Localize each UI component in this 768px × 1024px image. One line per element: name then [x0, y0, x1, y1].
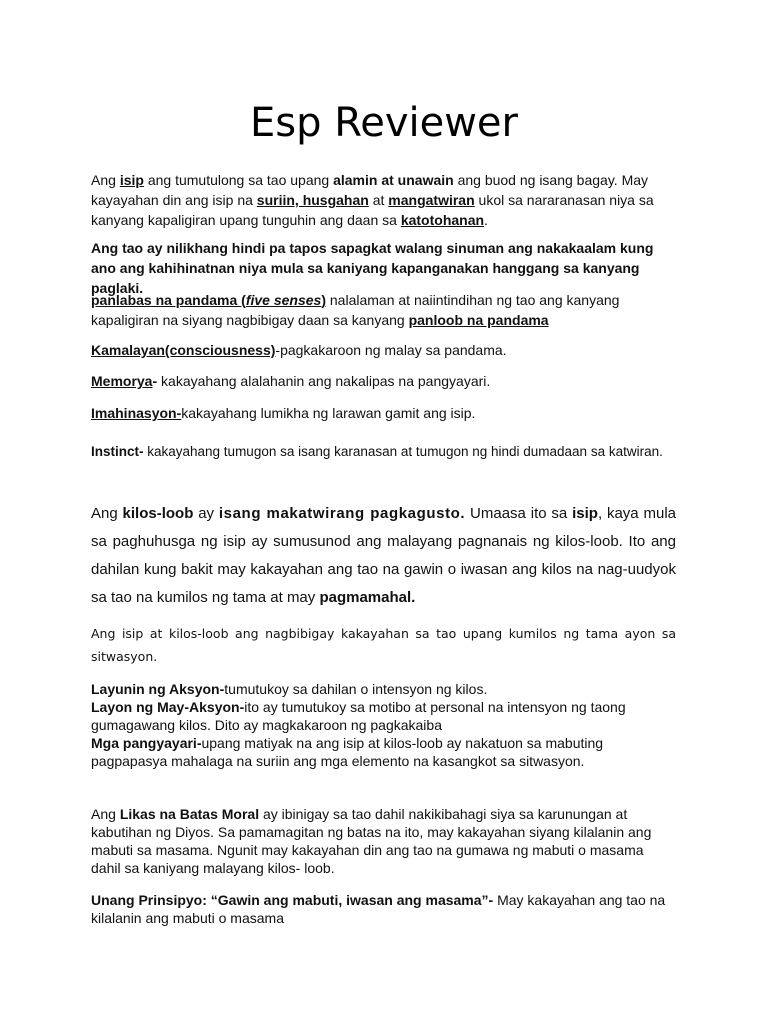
term-suriin: suriin, husgahan — [256, 192, 369, 208]
text: Ang — [91, 172, 120, 188]
text: Umaasa ito sa — [465, 505, 573, 522]
text: at — [368, 192, 389, 208]
term-isip: isip — [119, 172, 144, 188]
text: - — [152, 373, 158, 389]
paragraph-isip — [91, 170, 676, 230]
text: Ang — [91, 505, 123, 522]
term-panlabas: panlabas na pandama ( — [91, 292, 246, 308]
term-imahinasyon: Imahinasyon- — [91, 405, 182, 421]
definition-text: upang matiyak na ang isip at kilos-loob ay nakatuon sa mabuting pagpapasya mahalaga na suriin ang mga elemento na kasangkot sa sitwasyon. — [91, 735, 604, 769]
definition-kamalayan — [91, 340, 676, 360]
definition-text: May kakayahan ang tao na kilalanin ang mabuti o masama — [91, 892, 666, 926]
page-title: Esp Reviewer — [250, 100, 518, 146]
term-katotohanan: katotohanan — [400, 212, 485, 228]
definition-imahinasyon — [91, 403, 676, 423]
definition-text: kakayahang tumugon sa isang karanasan at tumugon ng hindi dumadaan sa katwiran. — [143, 444, 663, 459]
term-layon: Layon ng May-Aksyon- — [91, 699, 245, 715]
text: nalalaman at naiintindihan ng tao ang kanyang kapaligiran na siyang nagbibigay daan sa kanyang — [91, 292, 620, 328]
term-memorya: Memorya — [91, 373, 153, 389]
term-unang-prinsipyo: Unang Prinsipyo: “Gawin ang mabuti, iwasan ang masama”- — [91, 892, 494, 908]
text: , kaya mula sa paghuhusga ng isip ay sumusunod ang malayang pagnanais ng kilos-loob. Ito ang dahilan kung bakit may kakayahan ang tao na gawin o iwasan ang kilos na nag-uudyok sa tao na kumilos ng tama at may — [91, 505, 676, 606]
paragraph-isip-kilos-loob: Ang isip at kilos-loob ang nagbibigay kakayahan sa tao upang kumilos ng tama ayon sa sitwasyon. — [91, 626, 676, 664]
term-instinct: Instinct- — [91, 444, 144, 459]
text: ang tumutulong sa tao upang — [143, 172, 334, 188]
term-layunin: Layunin ng Aksyon- — [91, 681, 225, 697]
text: Ang — [91, 806, 120, 822]
definition-text: ito ay tumutukoy sa motibo at personal na intensyon ng taong gumagawang kilos. Dito ay magkakaroon ng pagkakaiba — [91, 699, 626, 733]
text: ang buod ng isang bagay. May kayayahan din ang isip na — [91, 172, 649, 208]
aksyon-list — [91, 680, 671, 770]
definition-text: kakayahang lumikha ng larawan gamit ang isip. — [181, 405, 476, 421]
term-alamin: alamin at unawain — [333, 172, 454, 188]
term-kamalayan: Kamalayan(consciousness) — [91, 342, 276, 358]
term-makatwirang: isang makatwirang pagkagusto. — [218, 505, 466, 522]
text: ay — [193, 505, 219, 522]
paragraph-kilos-loob — [91, 500, 676, 612]
text: ay ibinigay sa tao dahil nakikibahagi siya sa karunungan at kabutihan ng Diyos. Sa pamamagitan ng batas na ito, may kakayahan siyang kilalanin ang mabuti sa masama. Ngunit may kakayahan din ang tao na gumawa ng mabuti o masama dahil sa kaniyang malayang kilos- loob. — [91, 806, 652, 876]
paragraph-likas-na-batas — [91, 805, 676, 877]
definition-instinct — [91, 439, 676, 465]
text: . — [484, 212, 488, 228]
definition-text: tumutukoy sa dahilan o intensyon ng kilos. — [224, 681, 488, 697]
list-item — [91, 680, 671, 698]
paragraph-tao: Ang tao ay nilikhang hindi pa tapos sapagkat walang sinuman ang nakakaalam kung ano ang kahihinatnan niya mula sa kaniyang kapanganakan hanggang sa kanyang paglaki. — [91, 240, 654, 296]
definition-text: -pagkakaroon ng malay sa pandama. — [275, 342, 507, 358]
term-likas-na-batas-moral: Likas na Batas Moral — [119, 806, 260, 822]
term-pagmamahal: pagmamahal. — [319, 589, 416, 606]
term-panloob: panloob na pandama — [408, 312, 549, 328]
definition-text: kakayahang alalahanin ang nakalipas na pangyayari. — [157, 373, 491, 389]
term-kilos-loob: kilos-loob — [122, 505, 194, 522]
term-mangatwiran: mangatwiran — [388, 192, 475, 208]
term-isip: isip — [572, 505, 598, 522]
list-item — [91, 734, 671, 770]
text: ukol sa nararanasan niya sa kanyang kapaligiran upang tunguhin ang daan sa — [91, 192, 654, 228]
text: ) — [321, 292, 326, 308]
definition-memorya — [91, 371, 676, 391]
paragraph-pandama — [91, 290, 676, 330]
term-five-senses: five senses — [245, 292, 322, 308]
paragraph-unang-prinsipyo — [91, 891, 681, 927]
term-pangyayari: Mga pangyayari- — [91, 735, 202, 751]
list-item — [91, 698, 671, 734]
